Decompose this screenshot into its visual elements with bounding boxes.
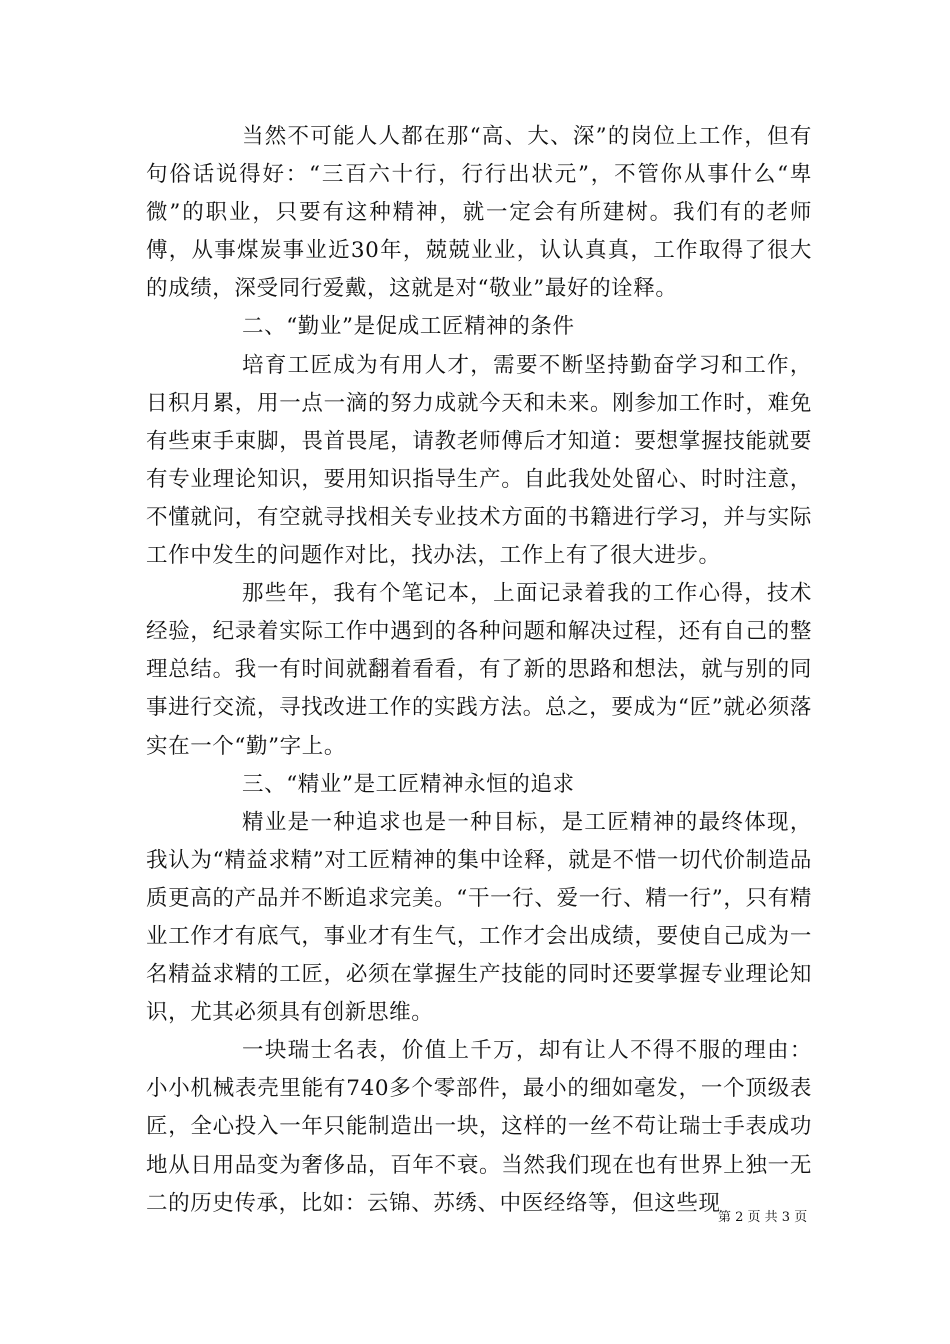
paragraph-swiss-watch: 一块瑞士名表，价值上千万，却有让人不得不服的理由：小小机械表壳里能有740多个零部件，最小的细如毫发，一个顶级表匠，全心投入一年只能制造出一块，这样的一丝不苟让瑞士手表成功地从日用品变为奢侈品，百年不衰。当然我们现在也有世界上独一无二的历史传承，比如：云锦、苏绣、中医经络等，但这些现: [146, 1038, 812, 1216]
paragraph-excellence: 精业是一种追求也是一种目标，是工匠精神的最终体现，我认为“精益求精”对工匠精神的集中诠释，就是不惜一切代价制造品质更高的产品并不断追求完美。“干一行、爱一行、精一行”，只有精业工作才有底气，事业才有生气，工作才会出成绩，要使自己成为一名精益求精的工匠，必须在掌握生产技能的同时还要掌握专业理论知识，尤其必须具有创新思维。: [146, 809, 812, 1026]
paragraph-diligence-learning: 培育工匠成为有用人才，需要不断坚持勤奋学习和工作，日积月累，用一点一滴的努力成就今天和未来。刚参加工作时，难免有些束手束脚，畏首畏尾，请教老师傅后才知道：要想掌握技能就要有专业理论知识，要用知识指导生产。自此我处处留心、时时注意，不懂就问，有空就寻找相关专业技术方面的书籍进行学习，并与实际工作中发生的问题作对比，找办法，工作上有了很大进步。: [146, 352, 812, 569]
page-number-footer: 第 2 页 共 3 页: [718, 1210, 808, 1225]
document-body: [146, 118, 812, 1223]
section-heading-diligence: 二、“勤业”是促成工匠精神的条件: [242, 314, 575, 340]
section-heading-excellence: 三、“精业”是工匠精神永恒的追求: [242, 771, 575, 797]
paragraph-notebook: 那些年，我有个笔记本，上面记录着我的工作心得，技术经验，纪录着实际工作中遇到的各种问题和解决过程，还有自己的整理总结。我一有时间就翻着看看，有了新的思路和想法，就与别的同事进行交流，寻找改进工作的实践方法。总之，要成为“匠”就必须落实在一个“勤”字上。: [146, 581, 812, 759]
paragraph-dedication: 当然不可能人人都在那“高、大、深”的岗位上工作，但有句俗话说得好：“三百六十行，行行出状元”，不管你从事什么“卑微”的职业，只要有这种精神，就一定会有所建树。我们有的老师傅，从事煤炭事业近30年，兢兢业业，认认真真，工作取得了很大的成绩，深受同行爱戴，这就是对“敬业”最好的诠释。: [146, 124, 812, 302]
